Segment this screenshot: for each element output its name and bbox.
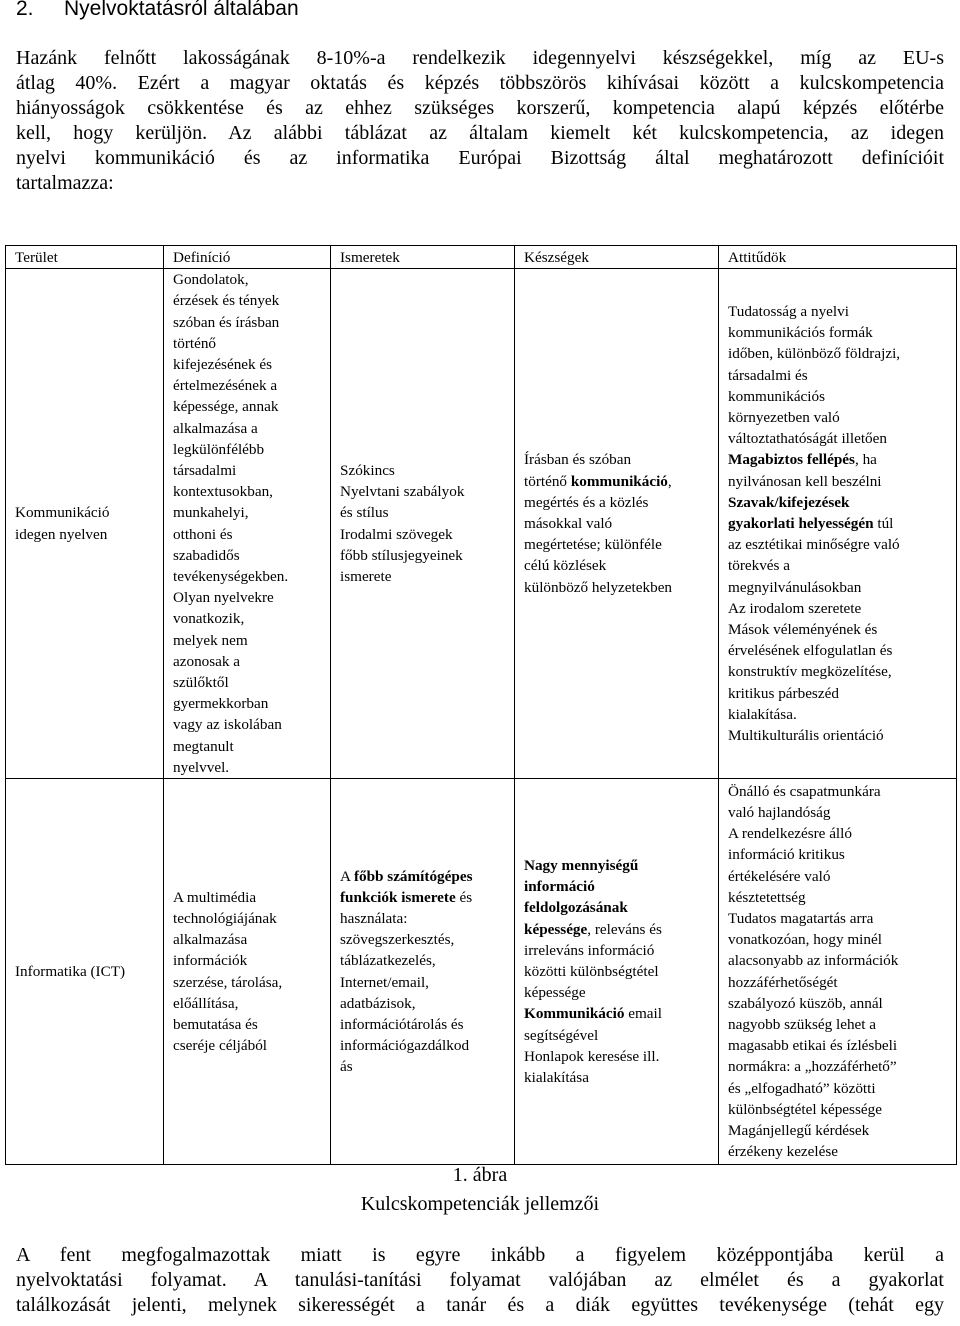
bold-text: információ	[524, 878, 595, 896]
knowledge-cell	[331, 269, 515, 779]
area-cell	[6, 269, 164, 779]
cell-line	[524, 897, 718, 918]
cell-line	[728, 301, 956, 322]
text-segment: való hajlandóság	[728, 803, 831, 821]
cell-line	[728, 844, 956, 865]
cell-line	[728, 619, 956, 640]
text-segment: és „elfogadható” közötti	[728, 1079, 876, 1097]
cell-line: kifejezésének és	[173, 356, 273, 374]
cell-line	[728, 704, 956, 725]
cell-line	[524, 513, 718, 534]
text-segment: nyilvánosan kell beszélni	[728, 472, 882, 490]
paragraph-line: Hazánk felnőtt lakosságának 8-10%-a rendelkezik idegennyelvi készségekkel, míg az EU-s	[16, 47, 944, 69]
section-heading	[16, 0, 299, 21]
text-segment: az esztétikai minőségre való	[728, 536, 900, 554]
cell-line	[524, 492, 718, 513]
cell-line	[340, 545, 514, 566]
cell-line	[728, 534, 956, 555]
header-area: Terület	[6, 246, 164, 269]
cell-line	[524, 982, 718, 1003]
text-segment: A	[340, 867, 354, 885]
text-segment: szabályozó küszöb, annál	[728, 994, 883, 1012]
cell-line: cseréje céljából	[173, 1037, 268, 1055]
cell-line	[524, 919, 718, 940]
paragraph-line: A fent megfogalmazottak miatt is egyre inkább a figyelem középpontjába kerül a	[16, 1244, 944, 1266]
text-segment: megértetése; különféle	[524, 536, 662, 554]
text-segment: táblázatkezelés,	[340, 952, 436, 970]
text-segment: vonatkozóan, hogy minél	[728, 931, 882, 949]
text-segment: Szókincs	[340, 462, 395, 480]
text-segment: használata:	[340, 909, 408, 927]
text-segment: szövegszerkesztés,	[340, 931, 455, 949]
text-segment: és stílus	[340, 504, 389, 522]
text-segment: kritikus párbeszéd	[728, 684, 839, 702]
text-segment: ismerete	[340, 568, 392, 586]
text-segment: célú közlések	[524, 557, 607, 575]
bold-text: Nagy mennyiségű	[524, 856, 639, 874]
cell-line	[524, 855, 718, 876]
cell-line: vagy az iskolában	[173, 716, 282, 734]
competency-table	[5, 245, 957, 1165]
text-segment: alacsonyabb az információk	[728, 952, 899, 970]
text-segment: kommunikációs formák	[728, 324, 873, 342]
cell-line: Kommunikáció	[15, 504, 110, 522]
text-segment: késztetettség	[728, 888, 806, 906]
bold-text: gyakorlati helyességén	[728, 515, 874, 533]
cell-line: munkahelyi,	[173, 504, 249, 522]
closing-paragraph	[16, 1243, 944, 1318]
cell-line	[728, 386, 956, 407]
text-segment: főbb stílusjegyeinek	[340, 546, 463, 564]
text-segment: Honlapok keresése ill.	[524, 1047, 660, 1065]
cell-line	[728, 428, 956, 449]
cell-line	[340, 993, 514, 1014]
figure-number: 1. ábra	[452, 1164, 508, 1186]
bold-text: képessége	[524, 920, 588, 938]
cell-line: Informatika (ICT)	[15, 962, 126, 980]
text-segment: információ kritikus	[728, 846, 845, 864]
text-segment: ás	[340, 1058, 353, 1076]
intro-paragraph	[16, 46, 944, 196]
text-segment: és	[455, 888, 473, 906]
cell-line	[524, 1067, 718, 1088]
cell-line	[728, 1035, 956, 1056]
text-segment: A rendelkezésre álló	[728, 825, 852, 843]
cell-line	[524, 961, 718, 982]
text-segment: információgazdálkod	[340, 1037, 470, 1055]
text-segment: normákra: a „hozzáférhető”	[728, 1058, 897, 1076]
table-row	[6, 269, 957, 779]
cell-line: Olyan nyelvekre	[173, 589, 274, 607]
cell-line	[728, 1120, 956, 1141]
cell-line: idegen nyelven	[15, 525, 108, 543]
paragraph-line: átlag 40%. Ezért a magyar oktatás és képzés többszörös kihívásai között a kulcskompetencia	[16, 72, 944, 94]
cell-line	[728, 972, 956, 993]
cell-line	[340, 566, 514, 587]
cell-line	[340, 460, 514, 481]
cell-line	[728, 887, 956, 908]
cell-line	[524, 449, 718, 470]
text-segment: változtathatóságát illetően	[728, 430, 887, 448]
cell-line	[524, 534, 718, 555]
bold-text: funkciók ismerete	[340, 888, 456, 906]
cell-line	[340, 908, 514, 929]
text-segment: érvelésének elfogulatlan és	[728, 642, 893, 660]
cell-line	[728, 492, 956, 513]
cell-line	[728, 365, 956, 386]
bold-text: Kommunikáció	[524, 1005, 625, 1023]
text-segment: Mások véleményének és	[728, 621, 878, 639]
cell-line	[340, 1056, 514, 1077]
cell-line: azonosak a	[173, 652, 241, 670]
text-segment: kommunikációs	[728, 387, 826, 405]
text-segment: érzékeny kezelése	[728, 1143, 839, 1161]
skills-cell	[515, 269, 719, 779]
paragraph-line: nyelvoktatási folyamat. A tanulási-tanítási folyamat valójában az elmélet és a gyakorlat	[16, 1269, 944, 1291]
text-segment: Magánjellegű kérdések	[728, 1122, 870, 1139]
cell-line	[524, 555, 718, 576]
cell-line: tevékenységekben.	[173, 568, 289, 586]
text-segment: képessége	[524, 984, 586, 1002]
text-segment: konstruktív megközelítése,	[728, 663, 892, 681]
definition-cell	[164, 779, 331, 1165]
text-segment: Írásban és szóban	[524, 451, 632, 469]
text-segment: információtárolás és	[340, 1015, 464, 1033]
text-segment: Nyelvtani szabályok	[340, 483, 465, 501]
cell-line: nyelvvel.	[173, 758, 230, 776]
cell-line: otthoni és	[173, 525, 233, 543]
cell-line: szerzése, tárolása,	[173, 973, 283, 991]
bold-text: kommunikáció	[570, 472, 668, 490]
cell-line: szóban és írásban	[173, 313, 280, 331]
text-segment: időben, különböző földrajzi,	[728, 345, 901, 363]
cell-line	[728, 407, 956, 428]
text-segment: Irodalmi szövegek	[340, 525, 453, 543]
cell-line	[728, 343, 956, 364]
cell-line	[728, 950, 956, 971]
text-segment: megnyilvánulásokban	[728, 578, 862, 596]
cell-line	[340, 866, 514, 887]
cell-line	[340, 1014, 514, 1035]
cell-line	[524, 1025, 718, 1046]
cell-line: melyek nem	[173, 631, 248, 649]
cell-line	[728, 1014, 956, 1035]
bold-text: Magabiztos fellépés	[728, 451, 855, 469]
text-segment: nagyobb szükség lehet a	[728, 1015, 877, 1033]
cell-line: A multimédia	[173, 888, 257, 906]
cell-line	[728, 577, 956, 598]
cell-line: szabadidős	[173, 546, 240, 564]
bold-text: főbb számítógépes	[353, 867, 473, 885]
cell-line	[728, 802, 956, 823]
attitudes-cell	[719, 779, 957, 1165]
cell-line: gyermekkorban	[173, 695, 269, 713]
cell-line	[340, 524, 514, 545]
text-segment: törekvés a	[728, 557, 790, 575]
text-segment: értékelésére való	[728, 867, 831, 885]
cell-line	[728, 725, 956, 746]
cell-line	[728, 471, 956, 492]
header-attitudes: Attitűdök	[719, 246, 957, 269]
cell-line: információk	[173, 952, 248, 970]
text-segment: magasabb etikai és ízlésbeli	[728, 1037, 898, 1055]
text-segment: email	[624, 1005, 662, 1023]
text-segment: különbségtétel képessége	[728, 1100, 882, 1118]
cell-line	[340, 481, 514, 502]
cell-line: képessége, annak	[173, 398, 279, 416]
definition-cell	[164, 269, 331, 779]
cell-line	[524, 1046, 718, 1067]
cell-line: érzések és tények	[173, 292, 280, 310]
text-segment: kialakítása	[524, 1068, 589, 1086]
cell-line: megtanult	[173, 737, 234, 755]
paragraph-line: találkozását jelenti, melynek sikerességét a tanár és a diák együttes tevékenysége (tehát egy	[16, 1294, 944, 1316]
cell-line	[524, 577, 718, 598]
text-segment: történő	[524, 472, 571, 490]
cell-line	[340, 887, 514, 908]
cell-line: történő	[173, 334, 217, 352]
table-row	[6, 779, 957, 1165]
text-segment: Multikulturális orientáció	[728, 727, 884, 745]
cell-line	[728, 1056, 956, 1077]
cell-line: előállítása,	[173, 994, 239, 1012]
cell-line	[728, 640, 956, 661]
bold-text: Szavak/kifejezések	[728, 493, 850, 511]
cell-line	[728, 908, 956, 929]
text-segment: Az irodalom szeretete	[728, 599, 862, 617]
cell-line: társadalmi	[173, 462, 237, 480]
bold-text: feldolgozásának	[524, 899, 628, 917]
section-number: 2.	[16, 0, 34, 20]
cell-line: legkülönfélébb	[173, 440, 265, 458]
cell-line	[728, 823, 956, 844]
cell-line	[728, 1141, 956, 1162]
paragraph-line: hiányosságok csökkentése és az ehhez szükséges korszerű, kompetencia alapú képzés előtérbe	[16, 97, 944, 119]
figure-caption: Kulcskompetenciák jellemzői	[360, 1193, 600, 1215]
text-segment: segítségével	[524, 1026, 599, 1044]
cell-line: szülőktől	[173, 674, 229, 692]
text-segment: , releváns és	[587, 920, 662, 938]
cell-line	[728, 993, 956, 1014]
cell-line	[728, 598, 956, 619]
cell-line	[340, 950, 514, 971]
text-segment: másokkal való	[524, 515, 613, 533]
cell-line	[524, 876, 718, 897]
text-segment: Önálló és csapatmunkára	[728, 782, 881, 800]
cell-line	[728, 929, 956, 950]
cell-line	[728, 555, 956, 576]
cell-line	[728, 322, 956, 343]
text-segment: közötti különbségtétel	[524, 962, 659, 980]
cell-line: Gondolatok,	[173, 271, 249, 289]
table-header-row	[6, 246, 957, 269]
header-skills: Készségek	[515, 246, 719, 269]
cell-line: bemutatása és	[173, 1015, 258, 1033]
section-title: Nyelvoktatásról általában	[64, 0, 299, 20]
cell-line: vonatkozik,	[173, 610, 245, 628]
cell-line	[524, 471, 718, 492]
paragraph-line: tartalmazza:	[16, 172, 114, 194]
attitudes-cell	[719, 269, 957, 779]
text-segment: Tudatosság a nyelvi	[728, 303, 849, 320]
text-segment: irreleváns információ	[524, 941, 655, 959]
text-segment: Internet/email,	[340, 973, 429, 991]
knowledge-cell	[331, 779, 515, 1165]
cell-line	[728, 661, 956, 682]
cell-line: kontextusokban,	[173, 483, 273, 501]
header-definition: Definíció	[164, 246, 331, 269]
area-cell	[6, 779, 164, 1165]
cell-line	[728, 449, 956, 470]
cell-line	[524, 1003, 718, 1024]
cell-line	[524, 940, 718, 961]
cell-line	[728, 683, 956, 704]
cell-line: alkalmazása a	[173, 419, 258, 437]
cell-line	[340, 929, 514, 950]
text-segment: megértés és a közlés	[524, 493, 649, 511]
text-segment: kialakítása.	[728, 705, 797, 723]
text-segment: társadalmi és	[728, 366, 808, 384]
text-segment: adatbázisok,	[340, 994, 416, 1012]
cell-line	[340, 1035, 514, 1056]
cell-line	[340, 972, 514, 993]
text-segment: környezetben való	[728, 409, 840, 427]
cell-line	[340, 502, 514, 523]
text-segment: Tudatos magatartás arra	[728, 909, 874, 927]
paragraph-line: kell, hogy kerüljön. Az alábbi táblázat az általam kiemelt két kulcskompetencia, az idegen	[16, 122, 944, 144]
cell-line: alkalmazása	[173, 931, 248, 949]
cell-line	[728, 513, 956, 534]
cell-line	[728, 1099, 956, 1120]
skills-cell	[515, 779, 719, 1165]
cell-line	[728, 781, 956, 802]
cell-line	[728, 1078, 956, 1099]
paragraph-line: nyelvi kommunikáció és az informatika Európai Bizottság által meghatározott definícióit	[16, 147, 944, 169]
text-segment: , ha	[854, 451, 877, 469]
text-segment: túl	[873, 515, 894, 533]
cell-line: technológiájának	[173, 909, 277, 927]
cell-line	[728, 866, 956, 887]
text-segment: ,	[667, 472, 672, 490]
text-segment: hozzáférhetőségét	[728, 973, 838, 991]
cell-line: értelmezésének a	[173, 377, 278, 395]
text-segment: különböző helyzetekben	[524, 578, 673, 596]
header-knowledge: Ismeretek	[331, 246, 515, 269]
